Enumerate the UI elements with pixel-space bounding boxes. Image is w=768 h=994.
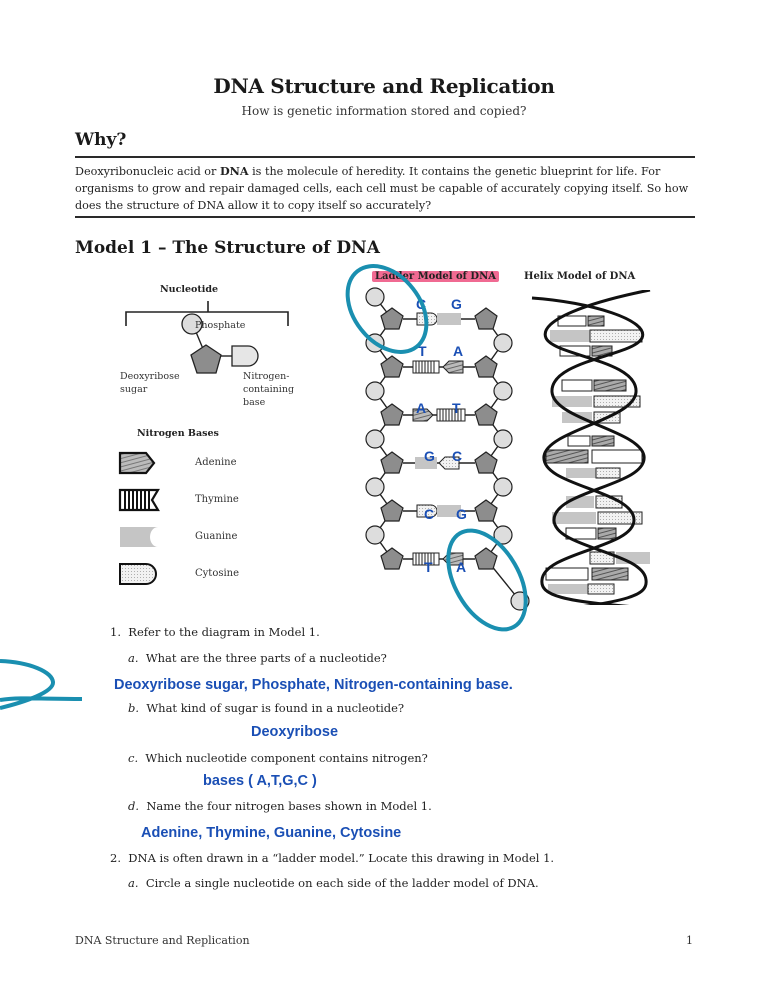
base-letter: A (456, 559, 467, 575)
question-1a (128, 651, 387, 665)
answer-1c[interactable]: bases ( A,T,G,C ) (203, 773, 317, 789)
cytosine-icon (120, 564, 156, 584)
page-title: DNA Structure and Replication (213, 74, 555, 98)
nitrogen-bases-title: Nitrogen Bases (137, 428, 219, 439)
base-label-line: base (243, 397, 266, 408)
ladder-model-diagram (355, 285, 530, 615)
base-label-line: Nitrogen- (243, 371, 290, 382)
question-number: 1. (110, 625, 121, 639)
helix-model-diagram (530, 290, 660, 605)
question-number: 2. (110, 851, 121, 865)
why-heading: Why? (75, 130, 127, 150)
nucleotide-label: Nucleotide (160, 284, 219, 295)
base-letter: G (456, 506, 467, 522)
highlighted-title: Ladder Model of DNA (372, 271, 499, 282)
question-text: Circle a single nucleotide on each side of the ladder model of DNA. (145, 876, 539, 890)
base-letter: T (424, 559, 433, 575)
why-text-bold: DNA (219, 164, 249, 178)
section-divider (75, 156, 695, 158)
model1-heading: Model 1 – The Structure of DNA (75, 238, 380, 258)
question-text: Refer to the diagram in Model 1. (128, 625, 320, 639)
question-1d (128, 799, 432, 813)
base-letter: C (452, 448, 463, 464)
footer-title: DNA Structure and Replication (75, 934, 250, 947)
helix-model-title: Helix Model of DNA (524, 271, 636, 282)
question-text: What are the three parts of a nucleotide? (145, 651, 387, 665)
thymine-label: Thymine (195, 494, 239, 505)
section-divider (75, 216, 695, 218)
question-2 (110, 851, 554, 865)
question-letter: a. (128, 876, 139, 890)
sugar-label-line: sugar (120, 384, 148, 395)
annotation-mark (0, 661, 82, 708)
base-letter: T (452, 400, 461, 416)
nitrogen-bases-legend (118, 450, 178, 585)
ladder-model-title (372, 271, 499, 282)
base-letter: C (424, 506, 435, 522)
base-letter: T (418, 343, 427, 359)
question-1b (128, 701, 404, 715)
question-letter: d. (128, 799, 140, 813)
cytosine-label: Cytosine (195, 568, 240, 579)
page-subtitle: How is genetic information stored and copied? (241, 104, 527, 118)
adenine-icon (120, 453, 154, 473)
base-letter: G (451, 296, 462, 312)
question-text: Which nucleotide component contains nitrogen? (145, 751, 428, 765)
why-text: Deoxyribonucleic acid or (75, 165, 220, 178)
question-letter: a. (128, 651, 139, 665)
question-1c (128, 751, 428, 765)
answer-1a[interactable]: Deoxyribose sugar, Phosphate, Nitrogen-containing base. (114, 677, 513, 693)
base-label-line: containing (243, 384, 295, 395)
question-1 (110, 625, 320, 639)
base-letter: A (416, 400, 427, 416)
question-letter: c. (128, 751, 139, 765)
base-icon (232, 346, 258, 366)
answer-1d[interactable]: Adenine, Thymine, Guanine, Cytosine (141, 825, 402, 841)
guanine-label: Guanine (195, 531, 238, 542)
phosphate-label: Phosphate (195, 320, 246, 331)
base-letter: C (416, 296, 427, 312)
question-text: Name the four nitrogen bases shown in Model 1. (146, 799, 432, 813)
sugar-label-line: Deoxyribose (120, 371, 180, 382)
sugar-label (120, 370, 180, 396)
question-text: What kind of sugar is found in a nucleotide? (146, 701, 405, 715)
base-letter: A (453, 343, 464, 359)
base-letter: G (424, 448, 435, 464)
answer-1b[interactable]: Deoxyribose (251, 724, 339, 740)
adenine-label: Adenine (195, 457, 237, 468)
question-text: DNA is often drawn in a “ladder model.” Locate this drawing in Model 1. (128, 851, 555, 865)
base-label (243, 370, 294, 409)
page-number: 1 (686, 934, 693, 947)
question-2a (128, 876, 539, 890)
guanine-icon (120, 527, 158, 547)
why-text: is the molecule of heredity. It contains the genetic blueprint for life. For organisms to grow and repair damaged cells, each cell must be capable of accurately copying itself. So how does the structure of DNA allow it to copy itself so accurately? (75, 165, 689, 212)
question-letter: b. (128, 701, 140, 715)
thymine-icon (120, 490, 158, 510)
why-paragraph (75, 163, 700, 214)
sugar-icon (191, 345, 221, 373)
